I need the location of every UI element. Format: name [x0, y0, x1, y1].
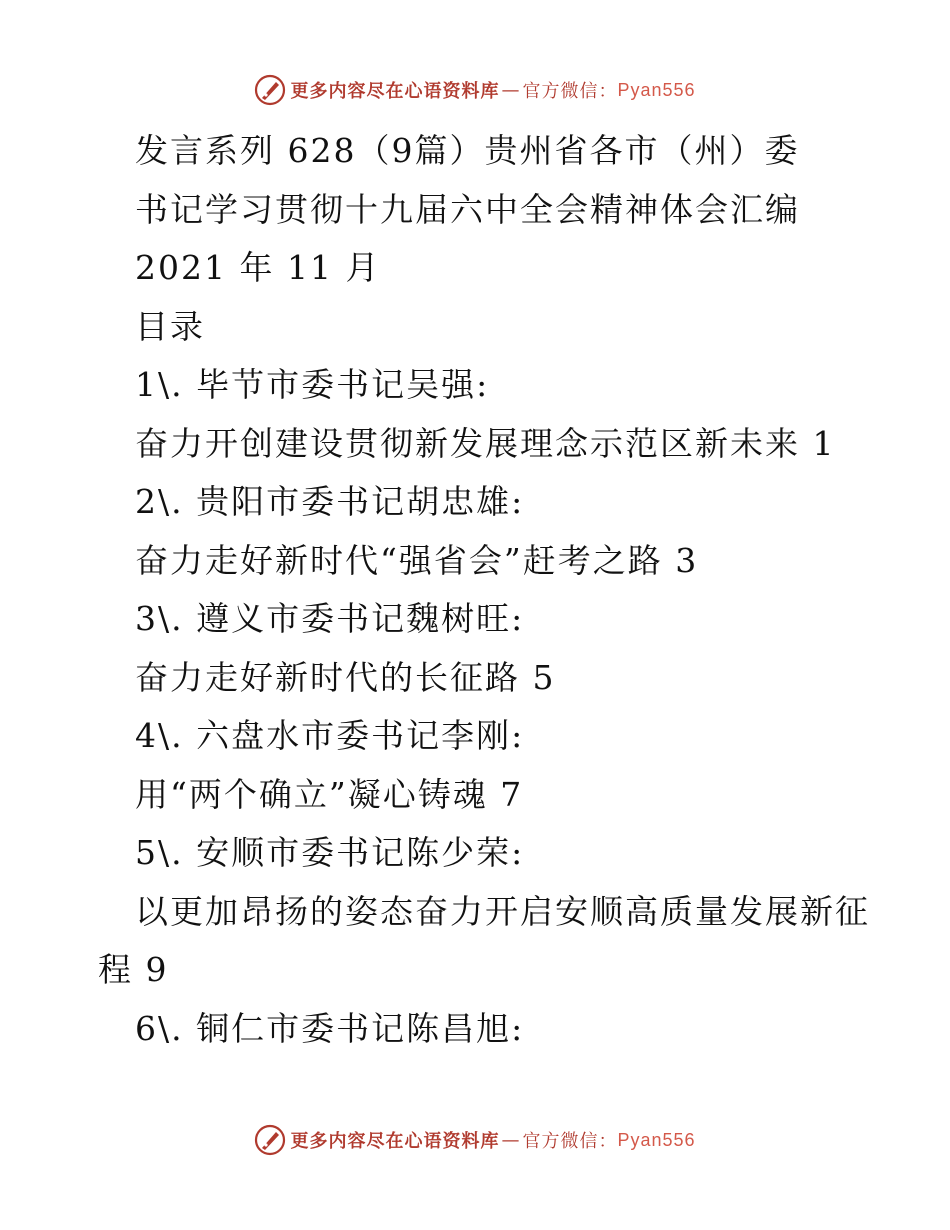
banner-dash: — [501, 1129, 521, 1151]
doc-title-line-1: 发言系列 628（9篇）贵州省各市（州）委 [135, 131, 800, 170]
toc-item-3-author: 3\. 遵义市委书记魏树旺: [135, 599, 525, 638]
promo-text: 更多内容尽在心语资料库 [290, 81, 500, 102]
wechat-label: 官方微信： [522, 81, 618, 102]
pen-nib-logo-icon [254, 74, 286, 106]
document-body [0, 122, 950, 1058]
wechat-label: 官方微信： [522, 1131, 618, 1152]
toc-item-2-author: 2\. 贵阳市委书记胡忠雄: [135, 482, 525, 521]
toc-item-2-title: 奋力走好新时代“强省会”赶考之路 3 [135, 540, 699, 580]
toc-item-1-title: 奋力开创建设贯彻新发展理念示范区新未来 1 [135, 423, 836, 463]
toc-item-4-title: 用“两个确立”凝心铸魂 7 [135, 774, 524, 814]
toc-item-5-title-continued: 程 9 [98, 950, 169, 989]
toc-item-5-author: 5\. 安顺市委书记陈少荣: [135, 833, 525, 872]
promo-text: 更多内容尽在心语资料库 [290, 1131, 500, 1152]
toc-item-1-author: 1\. 毕节市委书记吴强: [135, 365, 490, 404]
wechat-id: Pyan556 [617, 1129, 696, 1150]
doc-title-line-2: 书记学习贯彻十九届六中全会精神体会汇编 [135, 189, 800, 229]
wechat-id: Pyan556 [617, 79, 696, 100]
toc-item-3-title: 奋力走好新时代的长征路 5 [135, 657, 556, 697]
toc-item-4-author: 4\. 六盘水市委书记李刚: [135, 716, 525, 755]
toc-item-6-author: 6\. 铜仁市委书记陈昌旭: [135, 1008, 525, 1048]
toc-heading: 目录 [135, 306, 205, 346]
toc-item-5-title: 以更加昂扬的姿态奋力开启安顺高质量发展新征 [135, 891, 870, 931]
pen-nib-logo-icon [254, 1124, 286, 1156]
footer-banner [0, 1120, 950, 1160]
doc-date: 2021 年 11 月 [135, 248, 381, 287]
header-banner [0, 70, 950, 110]
banner-dash: — [501, 79, 521, 101]
